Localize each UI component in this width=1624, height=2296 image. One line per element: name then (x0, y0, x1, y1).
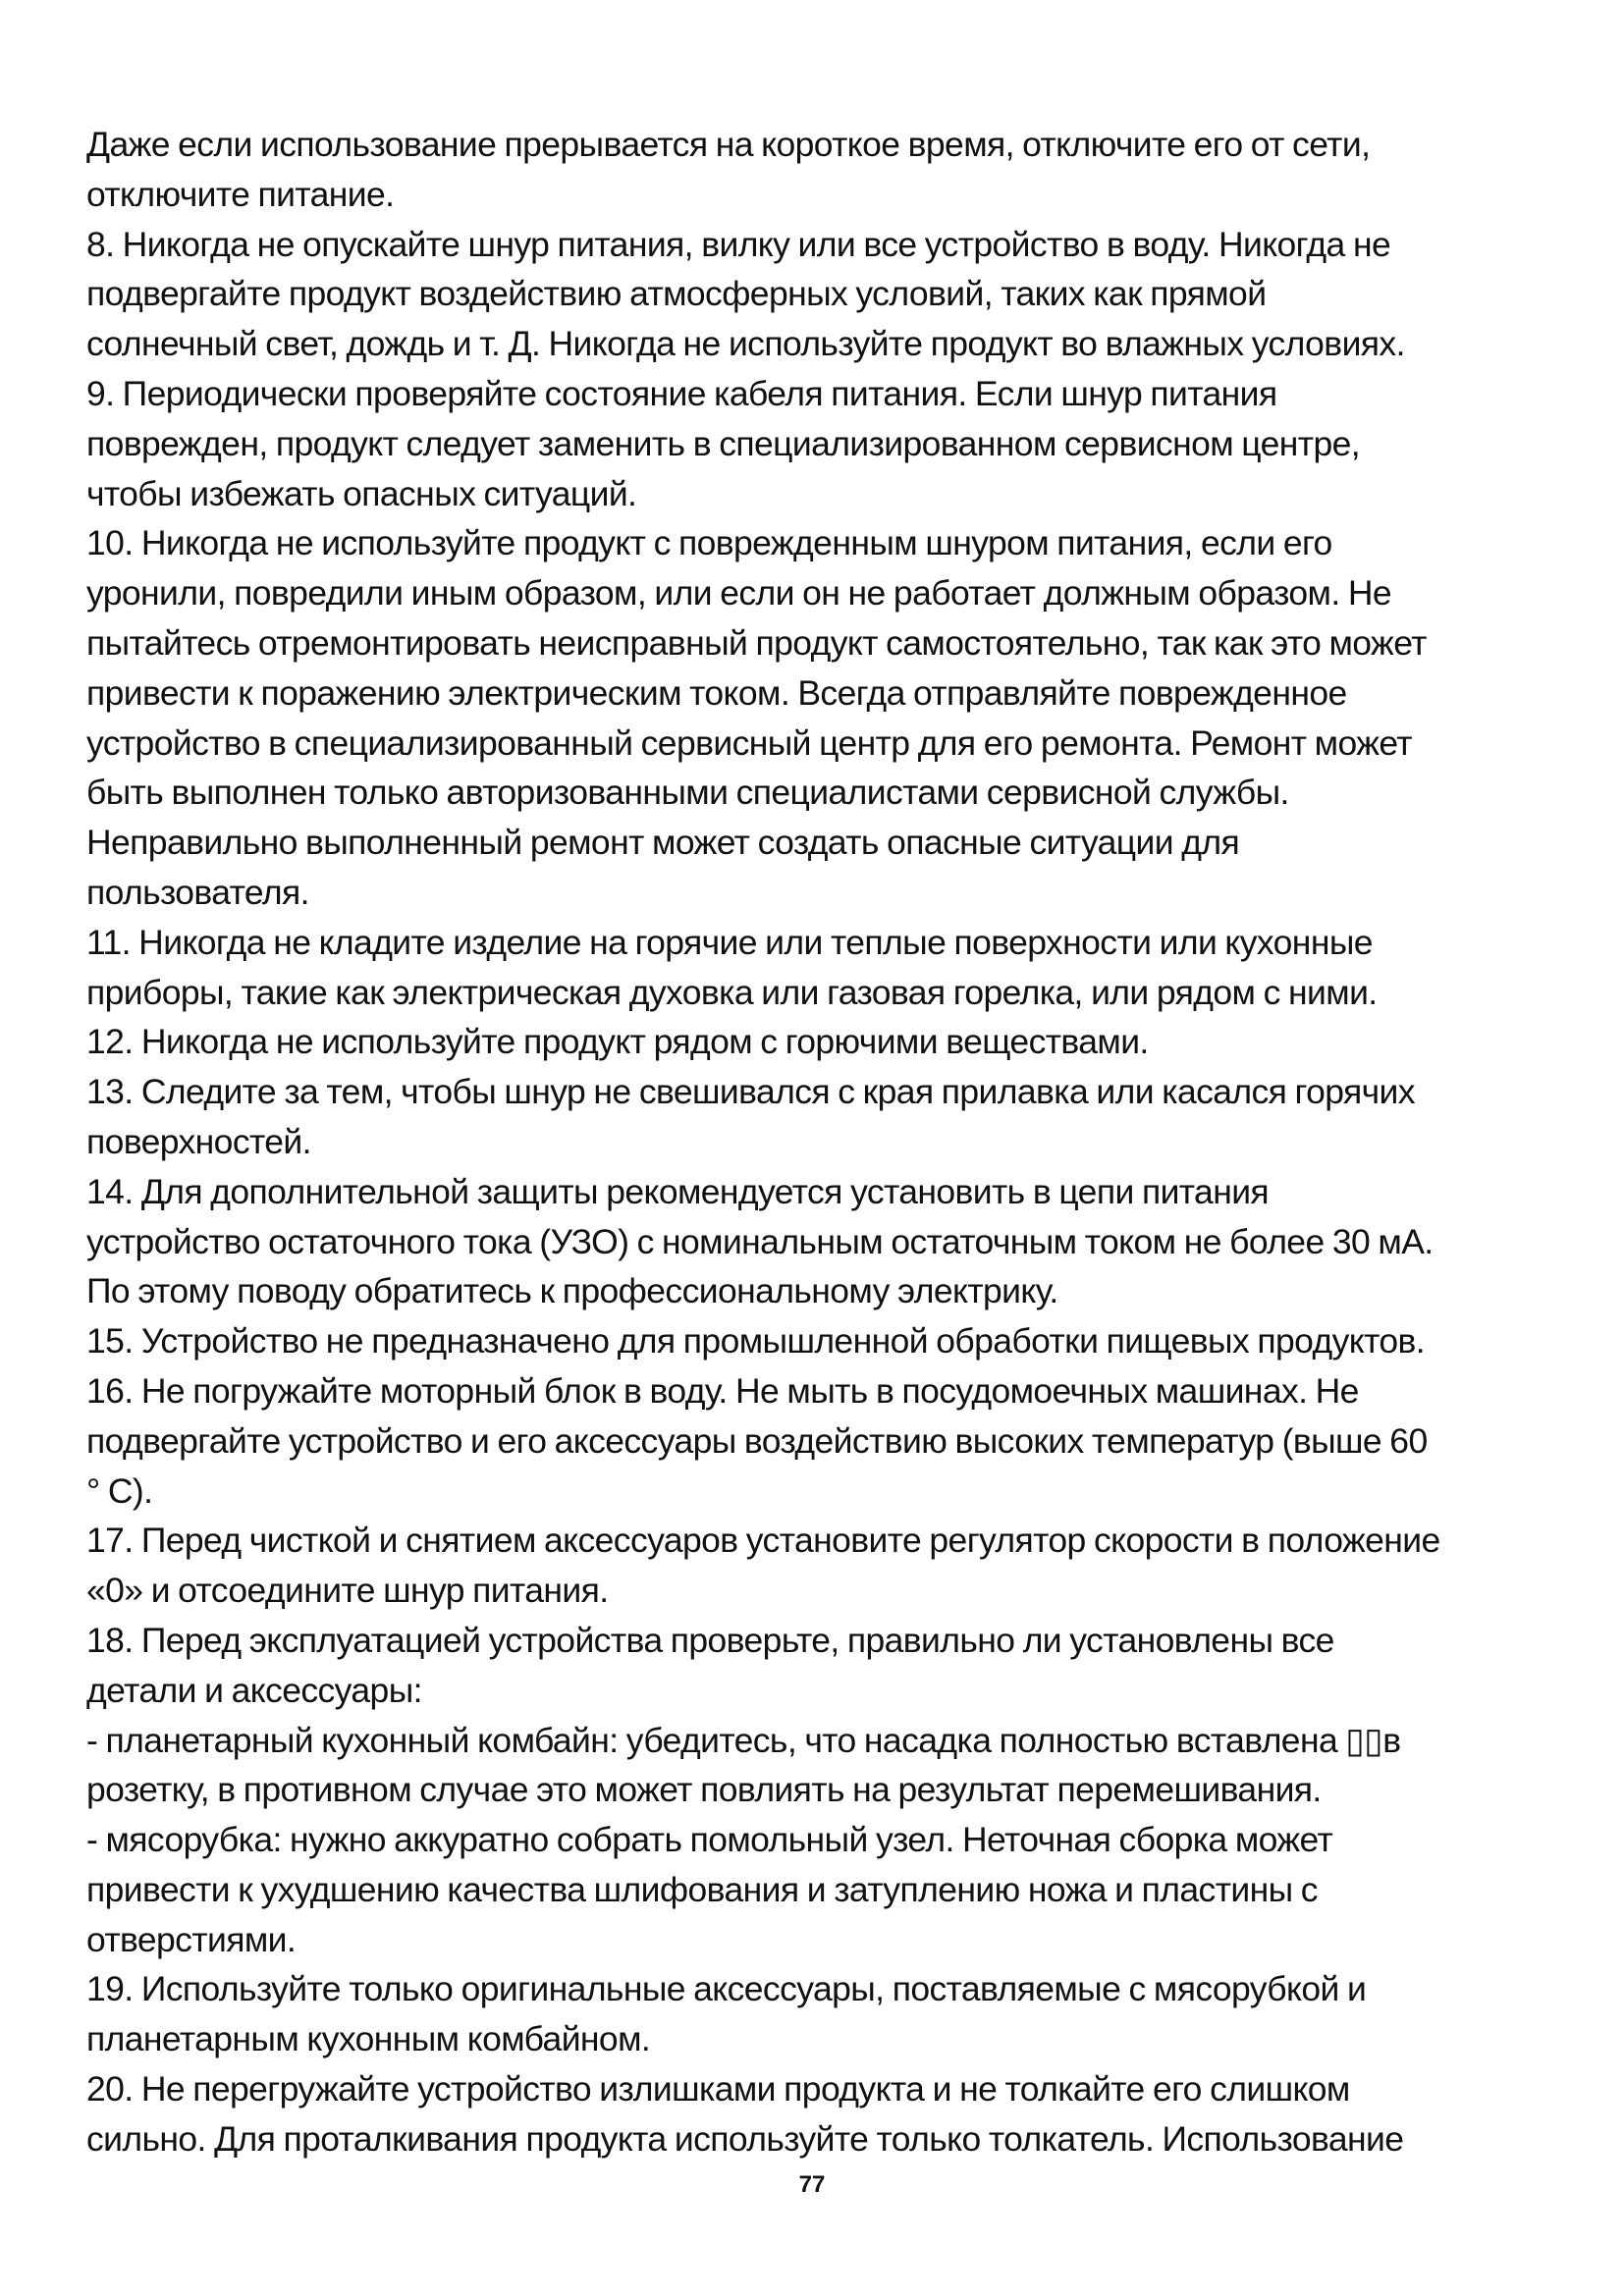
paragraph-item-16: 16. Не погружайте моторный блок в воду. Не мыть в посудомоечных машинах. Не подвергайте устройство и его аксессуары воздействию высоких температур (выше 60 ° C). (86, 1370, 1428, 1511)
page-body (86, 120, 1559, 2164)
paragraph-item-15: 15. Устройство не предназначено для промышленной обработки пищевых продуктов. (86, 1321, 1426, 1362)
paragraph-item-19: 19. Используйте только оригинальные аксессуары, поставляемые с мясорубкой и планетарным кухонным комбайном. (86, 1969, 1367, 2059)
paragraph-item-10: 10. Никогда не используйте продукт с поврежденным шнуром питания, если его уронили, повредили иным образом, или если он не работает должным образом. Не пытайтесь отремонтировать неисправный продукт самостоятельно, так как это может привести к поражению электрическим током. Всегда отправляйте поврежденное устройство в специализированный сервисный центр для его ремонта. Ремонт может быть выполнен только авторизованными специалистами сервисной службы. Неправильно выполненный ремонт может создать опасные ситуации для пользователя. (86, 523, 1427, 912)
paragraph-item-13: 13. Следите за тем, чтобы шнур не свешивался с края прилавка или касался горячих поверхностей. (86, 1072, 1415, 1161)
paragraph-item-20: 20. Не перегружайте устройство излишками продукта и не толкайте его слишком сильно. Для проталкивания продукта используйте только толкатель. Использование (86, 2069, 1404, 2159)
paragraph-subitem-meat-grinder: - мясорубка: нужно аккуратно собрать помольный узел. Неточная сборка может привести к ухудшению качества шлифования и затуплению ножа и пластины с отверстиями. (86, 1820, 1333, 1959)
paragraph-item-14: 14. Для дополнительной защиты рекомендуется установить в цепи питания устройство остаточного тока (УЗО) с номинальным остаточным током не более 30 мА. По этому поводу обратитесь к профессиональному электрику. (86, 1171, 1434, 1311)
paragraph-continuation: Даже если использование прерывается на короткое время, отключите его от сети, отключите питание. (86, 125, 1371, 214)
paragraph-item-18: 18. Перед эксплуатацией устройства проверьте, правильно ли установлены все детали и аксессуары: (86, 1620, 1334, 1710)
paragraph-item-17: 17. Перед чисткой и снятием аксессуаров установите регулятор скорости в положение «0» и отсоедините шнур питания. (86, 1521, 1440, 1611)
paragraph-item-11: 11. Никогда не кладите изделие на горячие или теплые поверхности или кухонные приборы, такие как электрическая духовка или газовая горелка, или рядом с ними. (86, 922, 1378, 1012)
paragraph-item-8: 8. Никогда не опускайте шнур питания, вилку или все устройство в воду. Никогда не подвергайте продукт воздействию атмосферных условий, таких как прямой солнечный свет, дождь и т. Д. Никогда не используйте продукт во влажных условиях. (86, 224, 1405, 364)
paragraph-item-9: 9. Периодически проверяйте состояние кабеля питания. Если шнур питания поврежден, продукт следует заменить в специализированном сервисном центре, чтобы избежать опасных ситуаций. (86, 373, 1360, 513)
paragraph-item-12: 12. Никогда не используйте продукт рядом с горючими веществами. (86, 1022, 1149, 1062)
paragraph-subitem-mixer: - планетарный кухонный комбайн: убедитесь, что насадка полностью вставлена ▯▯в розетку, в противном случае это может повлиять на результат перемешивания. (86, 1720, 1401, 1810)
page-number: 77 (798, 2171, 826, 2198)
